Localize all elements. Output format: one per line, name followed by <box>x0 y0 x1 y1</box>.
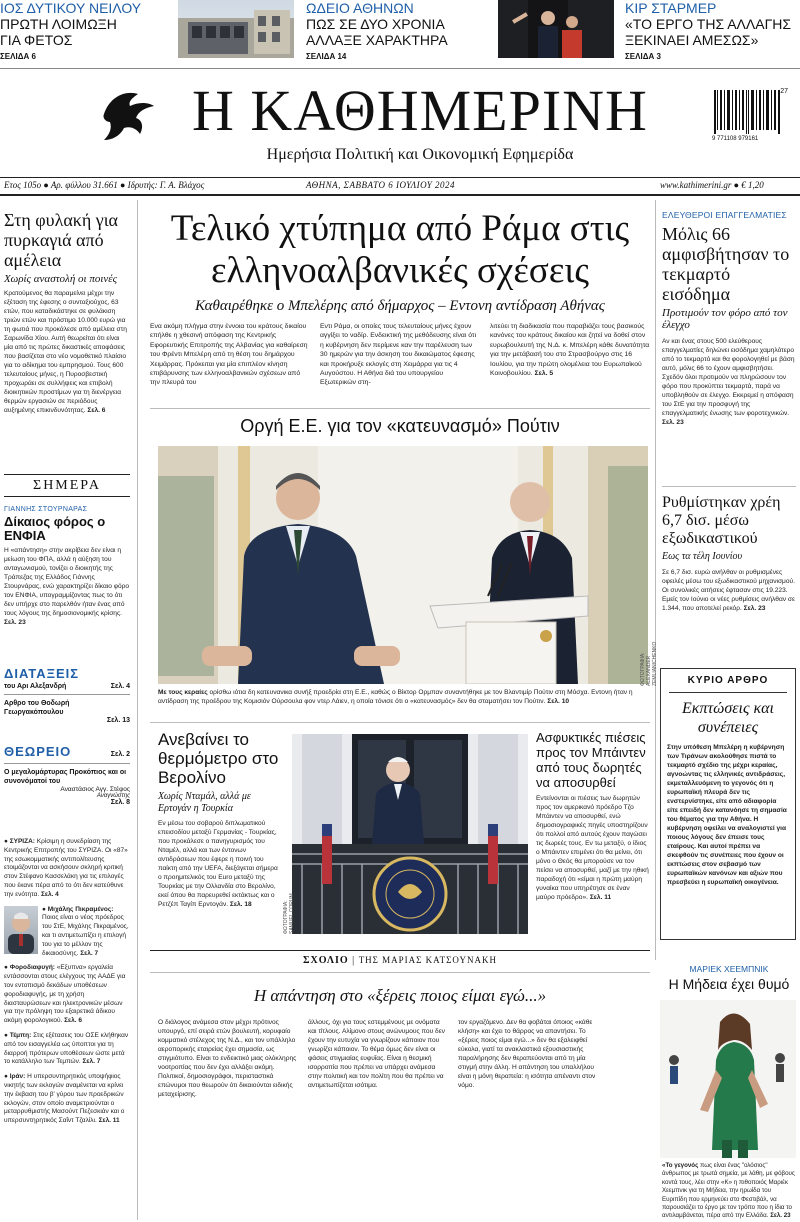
teaser-page: ΣΕΛΙΔΑ 14 <box>306 52 347 61</box>
biden-story <box>536 730 650 902</box>
caption-text: ορίσθω ιότια δη κατευνανικα συνήξ προεδρία στη Ε.Ε., καθώς ο Βίκτορ Ορμπαν συναντήθηκε με τον Βλαντιμίρ Πούτιν στη Μόσχα. Εντονη ήταν η αντίδραση της προέδρου της Κομισιόν Ούρσουλα φον ντερ Λάιεν, η οποία τόνισε ότι ο «κατευνασμός» δεν θα σταματήσει τον Πούτιν. <box>158 689 633 705</box>
biden-photo <box>292 734 528 934</box>
scholio-col-3: τον εργαζόμενο. Δεν θα φοβάται όποιος «κάθε κλήση» και έχει το θάρρος να απαντήσει. Το «ξέρεις ποιος είμαι εγώ...» δεν θα εξαλειφθεί εύκολα, γιατί τα ανακλαστικά εξουσιαστικής παραλήρησης δεν θεραπεύονται από τη μία στιγμή στην άλλη. Η απάντηση του υπαλλήλου είναι η μόνη θεραπεία: η ισότητα απέναντι στον νόμο. <box>458 1019 596 1089</box>
barcode <box>712 88 788 146</box>
opinion-author: ΓΙΑΝΝΗΣ ΣΤΟΥΡΝΑΡΑΣ <box>4 506 88 513</box>
medea-caption-page: Σελ. 23 <box>770 1212 791 1220</box>
right-story-2-body: Σε 6,7 δισ. ευρώ ανήλθαν οι ρυθμισμένες οφειλές μέσω του εξωδικαστικού μηχανισμού. Οι συνολικές αιτήσεις έφτασαν στις 19.223. Εμείς τον Ιούνιο οι νέες ρυθμίσεις ανήλθαν σε 1.344, που αποτελεί ρεκόρ. <box>662 569 795 612</box>
lead-story-subtitle: Χωρίς αναστολή οι ποινές <box>4 273 118 285</box>
lead-story-page: Σελ. 6 <box>87 407 106 414</box>
opinion-block <box>4 506 130 627</box>
teaser-title: ΚΙΡ ΣΤΑΡΜΕΡ <box>625 0 717 16</box>
right-story-2-page: Σελ. 23 <box>743 605 766 612</box>
right-story-1-body: Αν και ένας στους 500 ελεύθερους επαγγελματίες δηλώνει εισόδημα χαμηλότερο από το τεκμαρτό και θα φορολογηθεί με βάση αυτό, μόλις 66 το έχουν αμφισβητήσει. Σχεδόν όλοι προτιμούν να πληρώσουν τον φόρο που προκύπτει τεκμαρτά, παρά να υποβληθούν σε έλεγχο. Εκκρεμεί η απόφαση του ΣτΕ για την προσφυγή της επαγγελματικής ένωσης των φοροτεχνικών. <box>662 338 795 417</box>
diataxeis-item-2-page: Σελ. 13 <box>106 717 130 724</box>
column-divider-left <box>137 200 138 1220</box>
berlin-title[interactable]: Ανεβαίνει το θερμόμετρο στο Βερολίνο <box>158 730 279 787</box>
divider <box>4 694 130 695</box>
medea-photo <box>660 1000 796 1158</box>
caption-lead: Με τους κεραίες <box>158 689 208 696</box>
berlin-page: Σελ. 18 <box>229 901 252 908</box>
barcode-number: 9 771108 979161 <box>712 136 759 142</box>
diataxeis-heading: ΔΙΑΤΑΞΕΙΣ <box>4 666 80 681</box>
briefs-list <box>4 838 130 1126</box>
right-kicker-2: ΜΑΡΙΕΚ ΧΕΕΜΠΝΙΚ <box>689 964 769 974</box>
teaser-page: ΣΕΛΙΔΑ 3 <box>625 52 661 61</box>
berlin-body: Εν μέσω του σοβαρού διπλωματικού επεισοδίου μεταξύ Γερμανίας - Τουρκίας, που προκάλεσε ο πανηγυρισμός του Νταμέλ, αλλά και των έντονων αντιδράσεων που έφερε η ποινή του παίκτη από την UEFA, διεξάγεται σήμερα ο προημιτελικός του Euro μεταξύ της Τουρκίας με την Ολλανδία στο Βερολίνο, εκεί όπου θα παρευρεθεί εκτάκτως και ο Ρετζέπ Ταγίπ Ερντογάν. <box>158 820 278 908</box>
brief-page: Σελ. 7 <box>82 1058 101 1066</box>
scholio-col-2: άλλους, όχι για τους εστεμμένους με ονόματα και τίτλους. Αλίμονο στους ανώνυμους που δεν έχουν την ευτυχία να γνωρίζουν κάποιον που γνωρίζει κάποιον. Το θέμα όμως δεν είναι οι φάσεις στιγμιαίας ευφυΐας. Είναι η θεσμική ισορροπία που πρέπει να υπάρχει ανάμεσα στην πολιτική και τον πολίτη που θα πρέπει να αντιμετωπίζεται ισότιμα. <box>308 1019 445 1089</box>
biden-title[interactable]: Ασφυκτικές πιέσεις προς τον Μπάιντεν από τους δωρητές να αποσυρθεί <box>536 730 646 790</box>
divider <box>150 722 650 723</box>
teaser-2[interactable] <box>306 0 481 62</box>
lead-story-title[interactable]: Στη φυλακή για πυρκαγιά από αμέλεια <box>4 210 118 270</box>
teaser-image-building <box>178 0 294 58</box>
opinion-page: Σελ. 23 <box>4 619 26 626</box>
editorial-divider <box>669 692 787 693</box>
medea-caption-lead: «Το γεγονός <box>662 1162 699 1169</box>
brief-lead: Φοροδιαφυγή: <box>9 964 55 972</box>
editorial-title[interactable]: Εκπτώσεις και συνέπειες <box>681 700 774 736</box>
scholio-rule-bottom <box>150 972 650 973</box>
eu-rule <box>150 408 650 409</box>
editorial-body: Στην υπόθεση Μπελέρη η κυβέρνηση των Τιράνων ακολούθησε πιστά το τεκμαρτό σχέδιο της μέχρι κεραίας, αγνοώντας τις ελληνικές αντιδράσεις, εκμεταλλευόμενη το γεγονός ότι η ευρωπαϊκή πλευρά δεν τις ενστερνίστηκε, είτε από αδιαφορία είτε επειδή δεν κατανόησε τη σημασία του θέματος για την Αθήνα. Η κυβέρνηση οφείλει να αναλογιστεί για ποιους λόγους δεν έπεισε τους εταίρους. Και αυτοί πρέπει να σκεφθούν τις συνέπειες που έχουν οι εκπτώσεις στον σεβασμό των ευρωπαϊκών κανόνων και αξιών που πρεσβεύει η ευρωπαϊκή οικογένεια. <box>667 744 787 886</box>
berlin-subtitle: Χωρίς Νταμάλ, αλλά με Ερτογάν η Τουρκία <box>158 791 251 814</box>
right-story-3-title[interactable]: Η Μήδεια έχει θυμό <box>668 976 790 992</box>
main-deck: Καθαιρέθηκε ο Μπελέρης από δήμαρχος – Εντονη αντίδραση Αθήνας <box>195 298 605 314</box>
main-photo-caption <box>158 688 648 706</box>
avatar-pikramenos <box>4 906 38 954</box>
caption-page: Σελ. 10 <box>547 698 570 705</box>
medea-caption <box>662 1162 796 1221</box>
brief-lead: ΣΥΡΙΖΑ: <box>9 838 35 845</box>
eu-headline[interactable]: Οργή Ε.Ε. για τον «κατευνασμό» Πούτιν <box>240 416 560 436</box>
teaser-1[interactable] <box>0 0 165 62</box>
brief-page: Σελ. 11 <box>98 1117 120 1125</box>
scholio-label-row <box>150 955 650 966</box>
teaser-title: ΙΟΣ ΔΥΤΙΚΟΥ ΝΕΙΛΟΥ <box>0 0 142 16</box>
brief-item[interactable]: ● Τέμπη: Στις εξέτασεις του ΟΣΕ κλήθηκαν από τον εισαγγελέα ως ύποπτοι για τη διαρροή πρότερων υποθέσεων ώστε μετά το κατάλληλο των Τεμπών. Σελ. 7 <box>4 1031 129 1066</box>
teaser-title: ΩΔΕΙΟ ΑΘΗΝΩΝ <box>306 0 414 16</box>
right-story-3 <box>662 964 796 992</box>
brief-item[interactable]: ● Φοροδιαφυγή: «Εξυπνα» εργαλεία εντάσσονται στους ελέγχους της ΑΑΔΕ για τον εντοπισμό δεκάδων υποθέσεων φοροδιαφυγής, με τη χρήση διασταυρώσεων και ηλεκτρονικών μέσων για την πρόληψη του εξαιρετικά άδικου ακόμη φορολογικού. Σελ. 6 <box>4 964 126 1025</box>
brief-text: Κρίσιμη η συνεδρίαση της Κεντρικής Επιτροπής του ΣΥΡΙΖΑ. Οι «87» της εσωκομματικής αντιπολίτευσης ετοιμάζονται να ασκήσουν σκληρή κριτική στον Στέφανο Κασσελάκη για τις επιλογές που έκανε πέρα από το ότι δεν κατεύθυνε την ενότητα. <box>4 838 128 898</box>
theoreio-section <box>4 744 130 806</box>
teaser-title: ΞΕΚΙΝΑΕΙ ΑΜΕΣΩΣ» <box>625 32 759 48</box>
main-photo-orban-putin <box>158 446 648 684</box>
dateline-rule-top <box>0 177 800 178</box>
lead-story-body: Κρατούμενος θα παραμείνει μέχρι την εξέταση της έφεσης ο συνταξιούχος, 63 ετών, που καταδικάστηκε σε φυλάκιση τριών ετών και πρόστιμο 10.000 ευρώ για τη φωτιά που προκάλεσε από αμέλεια στη Σαρωνίδα Χίου. Αυτή θεωρείται ότι είναι μία από τις πρώτες δικαστικές αποφάσεις που βασίζεται στο νέο νομοθετικό πλαίσιο για το αδίκημα του εμπρησμού. Τους 600 τελευταίους μήνες, η Πυροσβεστική προχωράει σε συλλήψεις και επιβολή διοικητικών προστίμων για τη διενέργεια θερμών εργασιών σε περιόδους αυξημένης επικινδυνότητας. <box>4 290 127 414</box>
teaser-title: ΑΛΛΑΞΕ ΧΑΡΑΚΤΗΡΑ <box>306 32 448 48</box>
brief-page: Σελ. 6 <box>64 1017 82 1025</box>
teaser-divider <box>0 68 800 69</box>
theoreio-page-2: Σελ. 8 <box>110 799 130 806</box>
right-story-2-title[interactable]: Ρυθμίστηκαν χρέη 6,7 δισ. μέσω εξωδικαστικού <box>662 494 781 547</box>
editorial-label: ΚΥΡΙΟ ΑΡΘΡΟ <box>687 675 769 686</box>
diataxeis-item-1[interactable]: του Αρι Αλεξανδρή <box>4 683 67 690</box>
dateline-rule-bottom <box>0 194 800 196</box>
section-simera: ΣΗΜΕΡΑ <box>33 478 101 493</box>
right-story-2 <box>662 494 796 613</box>
simera-rule <box>4 474 130 475</box>
scholio-title[interactable]: Η απάντηση στο «ξέρεις ποιος είμαι εγώ...» <box>253 986 547 1005</box>
right-story-1 <box>662 210 796 427</box>
main-photo-credit: ΦΩΤΟΓΡΑΦΙΑ: ALEXANDER ZEMLIANICHENKO <box>640 641 658 686</box>
brief-page: Σελ. 4 <box>40 890 59 898</box>
dateline-right: www.kathimerini.gr ● € 1,20 <box>660 180 764 190</box>
brief-text: Ποιος είναι ο νέος πρόεδρος του ΣτΕ, Μιχάλης Πικραμένος, και τι αντιμετωπίζει η επιλογή του για το μέλλον της δικαιοσύνης. <box>42 914 129 957</box>
masthead-title: Η ΚΑΘΗΜΕΡΙΝΗ <box>192 78 648 143</box>
divider <box>4 763 130 764</box>
divider <box>662 486 796 487</box>
teaser-3[interactable] <box>625 0 800 62</box>
brief-text: Η υπερσυντηρητικός υποψήφιος νικητής των εκλογών αναμένεται να κρίνει την έκβαση του β' γύρου των προεδρικών εκλογών, στον οποίο αναμετριούνται ο μεταρρυθμιστής Μασούντ Πεζεσκιάν και ο υπερσυντηρητικός Σαΐντ Τζαλίλι. <box>4 1073 125 1125</box>
brief-lead: Μιχάλης Πικραμένος: <box>47 905 114 913</box>
main-headline[interactable]: Τελικό χτύπημα από Ράμα στις ελληνοαλβανικές σχέσεις <box>170 208 630 291</box>
teaser-title: ΓΙΑ ΦΕΤΟΣ <box>0 32 73 48</box>
brief-item[interactable]: ● Ιράν: Η υπερσυντηρητικός υποψήφιος νικητής των εκλογών αναμένεται να κρίνει την έκβαση του β' γύρου των προεδρικών εκλογών, στον οποίο αναμετριούνται ο μεταρρυθμιστής Μασούντ Πεζεσκιάν και ο υπερσυντηρητικός Σαΐντ Τζαλίλι. Σελ. 11 <box>4 1073 125 1125</box>
right-story-1-subtitle: Προτιμούν τον φόρο από τον έλεγχο <box>662 307 788 331</box>
masthead-bird-logo-icon <box>98 84 156 144</box>
scholio-author: ΤΗΣ ΜΑΡΙΑΣ ΚΑΤΣΟΥΝΑΚΗ <box>358 955 497 965</box>
right-story-2-subtitle: Εως τα τέλη Ιουνίου <box>662 551 743 562</box>
scholio-col-1: Ο διάλογος ανάμεσα στον μέχρι πρότινος υπουργό, επί σειρά ετών βουλευτή, κορυφαίο κομματικό στέλεχος της Ν.Δ., και τον υπάλληλο αεροπορικής εταιρείας έχει σημασία, ως στιγμιότυπο. Είναι το ενδεικτικό μιας ολόκληρης νοοτροπίας που δεν έχει αλλάξει ακόμη. Πολιτικοί, δημοσιογράφοι, περισταστικά επώνυμοι που θεωρούν ότι δικαιούνται ειδικής μεταχείρισης. <box>158 1019 297 1098</box>
right-kicker-1: ΕΛΕΥΘΕΡΟΙ ΕΠΑΓΓΕΛΜΑΤΙΕΣ <box>662 210 787 220</box>
medea-caption-text: πως είναι ένας "ολόσιος" άνθρωπος με τρωτά σημεία, με λάθη, με φόβους κοντά τους, λέει στην «Κ» η πιθοποιός Μαριέκ Χεεμπνικ για τη Μήδεια, την ηρωίδα του Ευριπίδη που ερμηνεύει στο Φεστιβάλ, να παρουσιάζει το έργο με τον τρόπο που η ίδια το αντιλαμβάνεται, πέρα από την Ελλάδα. <box>662 1162 795 1220</box>
main-body <box>150 322 650 388</box>
brief-lead: Ιράν: <box>9 1073 26 1081</box>
scholio-rule <box>150 950 650 951</box>
main-body-page: Σελ. 5 <box>534 370 554 378</box>
main-body-col-3: λιτεύει τη διαδικασία που παραβιάζει τους βασικούς κανόνες του κράτους δικαίου και ζητεί να δοθεί στον ευρωβουλευτή της Ν.Δ. κ. Μπελέρη κάθε δυνατότητα για την μετάβασή του στο Στρασβούργο στις 16 Ιουλίου, για την πρώτη ολομέλεια του Ευρωπαϊκού Κοινοβουλίου. <box>490 323 650 378</box>
theoreio-heading: ΘΕΩΡΕΙΟ <box>4 744 72 759</box>
brief-lead: Τέμπη: <box>9 1031 32 1039</box>
simera-rule-bottom <box>4 496 130 497</box>
berlin-story <box>158 730 282 909</box>
main-body-col-1: Ενα ακόμη πλήγμα στην έννοια του κράτους δικαίου επήλθε η χθεσινή απόφαση της Κεντρικής Εφορευτικής Επιτροπής της Αλβανίας για καθαίρεση του Φρέντι Μπελέρη από τη θέση του δημάρχου Χειμάρρας. Πρόκειται για μία επιπλέον κίνηση επιβάρυνσης των ελληνοαλβανικών σχέσεων από την πλευρά του <box>150 323 308 387</box>
right-story-1-page: Σελ. 23 <box>662 419 684 426</box>
right-story-1-title[interactable]: Μόλις 66 αμφισβήτησαν το τεκμαρτό εισόδημα <box>662 224 790 304</box>
theoreio-author: Αναστάσιος Αγγ. Στέφος <box>60 786 130 793</box>
masthead-subtitle: Ημερήσια Πολιτική και Οικονομική Εφημερίδα <box>266 146 574 163</box>
theoreio-title[interactable]: Ο μεγαλομάρτυρας Προκόπιος και οι συνονόματοί του <box>4 769 127 785</box>
teaser-title: «ΤΟ ΕΡΓΟ ΤΗΣ ΑΛΛΑΓΗΣ <box>625 16 792 32</box>
teaser-title: ΠΩΣ ΣΕ ΔΥΟ ΧΡΟΝΙΑ <box>306 16 445 32</box>
teaser-image-starmer <box>498 0 614 58</box>
barcode-issue: 27 <box>780 88 788 95</box>
scholio-sep: | <box>352 955 359 966</box>
main-body-col-2: Εντι Ράμα, οι οποίες τους τελευταίους μήνες έχουν αγγίξει το ναδίρ. Ενδεικτική της μεθόδευσης είναι ότι η κυβέρνηση δεν περίμενε καν την παρέλευση των 30 ημερών για την άσκηση του δικαιώματος έφεσης και προκήρυξε εκλογές στη Χειμάρρα για τις 4 Αυγούστου. Η Αθήνα διά του υπουργείου Εξωτερικών στη- <box>320 323 477 387</box>
theoreio-page: Σελ. 2 <box>110 751 130 758</box>
dateline-left: Ετος 105ο ● Αρ. φύλλου 31.661 ● Ιδρυτής: Γ. Α. Βλάχος <box>4 180 205 190</box>
brief-item[interactable]: ● Μιχάλης Πικραμένος: Ποιος είναι ο νέος πρόεδρος του ΣτΕ, Μιχάλης Πικραμένος, και τι αντιμετωπίζει η επιλογή του για το μέλλον της δικαιοσύνης. Σελ. 7 <box>4 906 130 959</box>
brief-page: Σελ. 7 <box>80 949 99 957</box>
column-divider-right <box>655 200 656 960</box>
left-column <box>4 210 130 415</box>
opinion-body: Η «απάντηση» στην ακρίβεια δεν είναι η μείωση του ΦΠΑ, αλλά η αύξηση του ανταγωνισμού, τονίζει ο διοικητής της Τράπεζας της Ελλάδος Γιάννης Στουρνάρας, ενώ χαρακτηρίζει δίκαιο φόρο τον ΕΝΦΙΑ, υπογραμμίζοντας πως το ότι δεν υπήρχε στο παρελθόν ήταν ένας από τους λόγους της δημοσιονομικής κρίσης. <box>4 547 130 617</box>
teaser-page: ΣΕΛΙΔΑ 6 <box>0 52 36 61</box>
dateline-center: ΑΘΗΝΑ, ΣΑΒΒΑΤΟ 6 ΙΟΥΛΙΟΥ 2024 <box>306 180 456 190</box>
biden-page: Σελ. 11 <box>589 894 612 901</box>
brief-text: «Εξυπνα» εργαλεία εντάσσονται στους ελέγχους της ΑΑΔΕ για τον εντοπισμό δεκάδων υποθέσεων φοροδιαφυγής, με τη χρήση διασταυρώσεων και ηλεκτρονικών μέσων για την πρόληψη του εξαιρετικά άδικου ακόμη φορολογικού. <box>4 964 126 1025</box>
brief-item[interactable]: ● ΣΥΡΙΖΑ: Κρίσιμη η συνεδρίαση της Κεντρικής Επιτροπής του ΣΥΡΙΖΑ. Οι «87» της εσωκομματικής αντιπολίτευσης ετοιμάζονται να ασκήσουν σκληρή κριτική στον Στέφανο Κασσελάκη για τις επιλογές που έκανε πέρα από το ότι δεν κατεύθυνε την ενότητα. Σελ. 4 <box>4 838 128 898</box>
diataxeis-item-2[interactable]: Αρθρο του Θοδωρή Γεωργακόπουλου <box>4 700 70 716</box>
theoreio-role: Αναγνώστης <box>96 793 130 799</box>
diataxeis-item-1-page: Σελ. 4 <box>110 683 130 690</box>
biden-body: Εντείνονται οι πιέσεις των δωρητών προς τον αμερικανό πρόεδρο Τζο Μπάιντεν να αποσυρθεί, ενώ δημοσιογραφικές πηγές υποστηρίζουν ότι πολλοί από αυτούς έχουν παγώσει τις δωρεές τους. Εν τω μεταξύ, ο ίδιος ο Μπάιντεν επιμένει ότι θα μείνει, ότι μόνο ο Θεός θα μπορούσε να τον πείσει να αποσυρθεί, μαζί με την ηθική παραδοχή ότι «είμαι η πρώτη μαύρη γυναίκα που υπηρέτησε σε έναν μαύρο πρόεδρο». <box>536 795 649 901</box>
opinion-title[interactable]: Δίκαιος φόρος ο ΕΝΦΙΑ <box>4 514 106 543</box>
editorial-box <box>660 668 796 940</box>
diataxeis-section <box>4 666 130 724</box>
biden-photo-credit: ΦΩΤΟΓΡΑΦΙΑ: SAMUEL CORUM <box>283 893 295 934</box>
teaser-title: ΠΡΩΤΗ ΛΟΙΜΩΞΗ <box>0 16 117 32</box>
brief-text: Στις εξέτασεις του ΟΣΕ κλήθηκαν από τον εισαγγελέα ως ύποπτοι για τη διαρροή πρότερων υποθέσεων ώστε μετά το κατάλληλο των Τεμπών. <box>4 1031 129 1066</box>
scholio-label: ΣΧΟΛΙΟ <box>303 955 349 966</box>
scholio-body <box>158 1018 598 1099</box>
